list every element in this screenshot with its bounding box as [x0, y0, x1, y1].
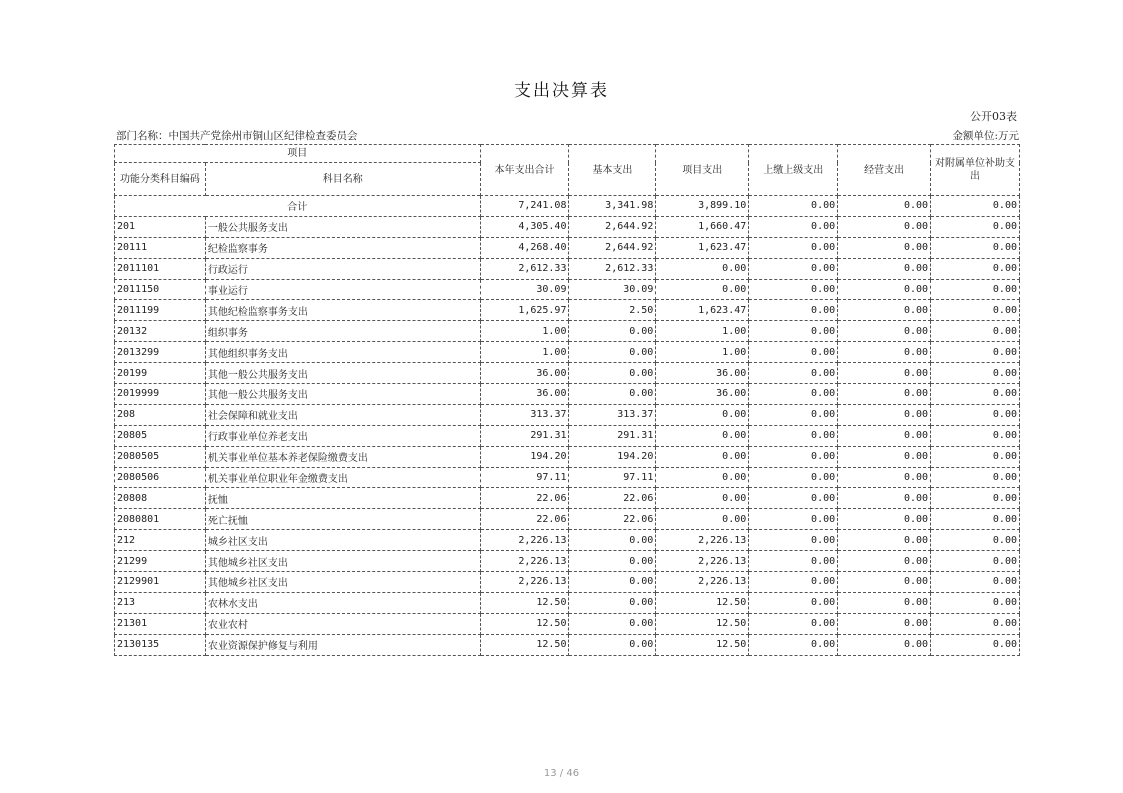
- table-row: [115, 300, 1020, 321]
- table-row: [115, 467, 1020, 488]
- row-basic: 22.06: [569, 509, 656, 530]
- row-basic: 0.00: [569, 613, 656, 634]
- table-row: [115, 216, 1020, 237]
- row-upper: 0.00: [749, 279, 838, 300]
- row-basic: 2,612.33: [569, 258, 656, 279]
- row-subject-name: 行政事业单位养老支出: [205, 425, 480, 446]
- table-row: [115, 551, 1020, 572]
- row-code: 2019999: [115, 384, 206, 405]
- row-operating: 0.00: [838, 488, 931, 509]
- row-upper: 0.00: [749, 425, 838, 446]
- row-upper: 0.00: [749, 634, 838, 655]
- header-row-1: [115, 145, 1020, 163]
- table-row: [115, 404, 1020, 425]
- total-basic: 3,341.98: [569, 196, 656, 217]
- table-row: [115, 634, 1020, 655]
- row-upper: 0.00: [749, 384, 838, 405]
- row-code: 2013299: [115, 342, 206, 363]
- header-upper: 上缴上级支出: [749, 145, 838, 196]
- row-operating: 0.00: [838, 279, 931, 300]
- row-subsidy: 0.00: [931, 634, 1020, 655]
- total-row: [115, 196, 1020, 217]
- row-operating: 0.00: [838, 237, 931, 258]
- row-basic: 194.20: [569, 446, 656, 467]
- row-operating: 0.00: [838, 321, 931, 342]
- row-subject-name: 机关事业单位基本养老保险缴费支出: [205, 446, 480, 467]
- table-row: [115, 613, 1020, 634]
- row-basic: 2.50: [569, 300, 656, 321]
- row-operating: 0.00: [838, 342, 931, 363]
- row-code: 213: [115, 592, 206, 613]
- row-project: 0.00: [656, 488, 749, 509]
- row-total: 1.00: [480, 321, 569, 342]
- table-row: [115, 384, 1020, 405]
- row-code: 20111: [115, 237, 206, 258]
- row-basic: 0.00: [569, 551, 656, 572]
- row-code: 2011101: [115, 258, 206, 279]
- row-code: 2080506: [115, 467, 206, 488]
- row-subsidy: 0.00: [931, 572, 1020, 593]
- header-basic: 基本支出: [569, 145, 656, 196]
- row-subsidy: 0.00: [931, 551, 1020, 572]
- row-operating: 0.00: [838, 446, 931, 467]
- row-subject-name: 农业资源保护修复与利用: [205, 634, 480, 655]
- row-subsidy: 0.00: [931, 488, 1020, 509]
- header-func-code: 功能分类科目编码: [115, 163, 206, 196]
- row-project: 2,226.13: [656, 551, 749, 572]
- row-subsidy: 0.00: [931, 258, 1020, 279]
- row-subsidy: 0.00: [931, 592, 1020, 613]
- row-subsidy: 0.00: [931, 342, 1020, 363]
- row-subsidy: 0.00: [931, 425, 1020, 446]
- row-subject-name: 社会保障和就业支出: [205, 404, 480, 425]
- row-operating: 0.00: [838, 509, 931, 530]
- row-subject-name: 纪检监察事务: [205, 237, 480, 258]
- row-total: 30.09: [480, 279, 569, 300]
- row-total: 22.06: [480, 509, 569, 530]
- row-upper: 0.00: [749, 300, 838, 321]
- row-project: 0.00: [656, 258, 749, 279]
- header-total: 本年支出合计: [480, 145, 569, 196]
- row-project: 2,226.13: [656, 572, 749, 593]
- row-basic: 291.31: [569, 425, 656, 446]
- row-subject-name: 死亡抚恤: [205, 509, 480, 530]
- row-total: 12.50: [480, 613, 569, 634]
- row-project: 1,660.47: [656, 216, 749, 237]
- row-operating: 0.00: [838, 258, 931, 279]
- row-project: 0.00: [656, 425, 749, 446]
- row-subject-name: 其他纪检监察事务支出: [205, 300, 480, 321]
- row-subsidy: 0.00: [931, 279, 1020, 300]
- row-code: 21301: [115, 613, 206, 634]
- row-total: 2,226.13: [480, 572, 569, 593]
- row-subsidy: 0.00: [931, 384, 1020, 405]
- row-project: 1,623.47: [656, 237, 749, 258]
- total-upper: 0.00: [749, 196, 838, 217]
- row-subject-name: 抚恤: [205, 488, 480, 509]
- total-project: 3,899.10: [656, 196, 749, 217]
- row-subsidy: 0.00: [931, 300, 1020, 321]
- row-code: 201: [115, 216, 206, 237]
- row-code: 2080505: [115, 446, 206, 467]
- header-subject-name: 科目名称: [205, 163, 480, 196]
- row-subject-name: 农林水支出: [205, 592, 480, 613]
- row-total: 4,305.40: [480, 216, 569, 237]
- row-basic: 0.00: [569, 634, 656, 655]
- row-project: 36.00: [656, 384, 749, 405]
- row-code: 20199: [115, 363, 206, 384]
- row-total: 12.50: [480, 592, 569, 613]
- total-total: 7,241.08: [480, 196, 569, 217]
- table-row: [115, 488, 1020, 509]
- row-basic: 2,644.92: [569, 237, 656, 258]
- row-subsidy: 0.00: [931, 613, 1020, 634]
- total-operating: 0.00: [838, 196, 931, 217]
- row-upper: 0.00: [749, 216, 838, 237]
- table-row: [115, 446, 1020, 467]
- row-total: 2,226.13: [480, 551, 569, 572]
- row-subject-name: 其他一般公共服务支出: [205, 363, 480, 384]
- row-upper: 0.00: [749, 446, 838, 467]
- page-number: 13 / 46: [543, 768, 580, 779]
- row-operating: 0.00: [838, 530, 931, 551]
- row-total: 1.00: [480, 342, 569, 363]
- row-subsidy: 0.00: [931, 237, 1020, 258]
- row-basic: 97.11: [569, 467, 656, 488]
- header-project: 项目支出: [656, 145, 749, 196]
- row-subject-name: 机关事业单位职业年金缴费支出: [205, 467, 480, 488]
- row-subsidy: 0.00: [931, 321, 1020, 342]
- amount-unit: 金额单位:万元: [952, 130, 1019, 142]
- row-operating: 0.00: [838, 425, 931, 446]
- document-title: 支出决算表: [514, 81, 609, 101]
- header-item: 项目: [115, 145, 481, 163]
- row-project: 12.50: [656, 634, 749, 655]
- row-code: 2129901: [115, 572, 206, 593]
- row-total: 313.37: [480, 404, 569, 425]
- row-project: 0.00: [656, 446, 749, 467]
- row-project: 0.00: [656, 467, 749, 488]
- row-subject-name: 事业运行: [205, 279, 480, 300]
- row-project: 0.00: [656, 404, 749, 425]
- row-upper: 0.00: [749, 363, 838, 384]
- row-total: 22.06: [480, 488, 569, 509]
- row-code: 21299: [115, 551, 206, 572]
- table-row: [115, 509, 1020, 530]
- row-code: 20132: [115, 321, 206, 342]
- row-upper: 0.00: [749, 404, 838, 425]
- header-subsidy: 对附属单位补助支出: [931, 145, 1020, 196]
- total-label: 合计: [115, 196, 481, 217]
- row-code: 20805: [115, 425, 206, 446]
- row-operating: 0.00: [838, 216, 931, 237]
- row-subsidy: 0.00: [931, 530, 1020, 551]
- row-operating: 0.00: [838, 613, 931, 634]
- row-code: 2011150: [115, 279, 206, 300]
- row-total: 291.31: [480, 425, 569, 446]
- row-basic: 0.00: [569, 384, 656, 405]
- row-operating: 0.00: [838, 384, 931, 405]
- row-basic: 0.00: [569, 530, 656, 551]
- row-subject-name: 一般公共服务支出: [205, 216, 480, 237]
- table-row: [115, 425, 1020, 446]
- table-row: [115, 321, 1020, 342]
- row-subject-name: 其他城乡社区支出: [205, 551, 480, 572]
- row-subject-name: 组织事务: [205, 321, 480, 342]
- table-row: [115, 237, 1020, 258]
- row-operating: 0.00: [838, 592, 931, 613]
- row-project: 2,226.13: [656, 530, 749, 551]
- row-code: 212: [115, 530, 206, 551]
- table-row: [115, 258, 1020, 279]
- table-row: [115, 363, 1020, 384]
- row-project: 1.00: [656, 342, 749, 363]
- row-subject-name: 城乡社区支出: [205, 530, 480, 551]
- row-basic: 22.06: [569, 488, 656, 509]
- row-code: 208: [115, 404, 206, 425]
- table-row: [115, 530, 1020, 551]
- table-row: [115, 572, 1020, 593]
- row-upper: 0.00: [749, 342, 838, 363]
- row-operating: 0.00: [838, 467, 931, 488]
- row-total: 36.00: [480, 384, 569, 405]
- row-upper: 0.00: [749, 572, 838, 593]
- row-project: 1,623.47: [656, 300, 749, 321]
- expenditure-table: [114, 144, 1020, 656]
- row-operating: 0.00: [838, 551, 931, 572]
- row-subject-name: 农业农村: [205, 613, 480, 634]
- row-subsidy: 0.00: [931, 467, 1020, 488]
- row-upper: 0.00: [749, 321, 838, 342]
- row-total: 36.00: [480, 363, 569, 384]
- row-basic: 0.00: [569, 363, 656, 384]
- row-upper: 0.00: [749, 613, 838, 634]
- row-operating: 0.00: [838, 300, 931, 321]
- row-operating: 0.00: [838, 572, 931, 593]
- row-operating: 0.00: [838, 634, 931, 655]
- row-basic: 313.37: [569, 404, 656, 425]
- row-subsidy: 0.00: [931, 509, 1020, 530]
- row-total: 4,268.40: [480, 237, 569, 258]
- row-project: 36.00: [656, 363, 749, 384]
- header-operating: 经营支出: [838, 145, 931, 196]
- row-basic: 0.00: [569, 572, 656, 593]
- row-subject-name: 行政运行: [205, 258, 480, 279]
- row-project: 0.00: [656, 509, 749, 530]
- row-code: 2011199: [115, 300, 206, 321]
- total-subsidy: 0.00: [931, 196, 1020, 217]
- row-basic: 2,644.92: [569, 216, 656, 237]
- row-upper: 0.00: [749, 258, 838, 279]
- row-subject-name: 其他一般公共服务支出: [205, 384, 480, 405]
- row-subject-name: 其他城乡社区支出: [205, 572, 480, 593]
- row-project: 12.50: [656, 592, 749, 613]
- row-code: 20808: [115, 488, 206, 509]
- row-code: 2080801: [115, 509, 206, 530]
- row-subsidy: 0.00: [931, 216, 1020, 237]
- row-operating: 0.00: [838, 363, 931, 384]
- row-basic: 0.00: [569, 592, 656, 613]
- row-subsidy: 0.00: [931, 363, 1020, 384]
- row-upper: 0.00: [749, 509, 838, 530]
- department-name: 部门名称：中国共产党徐州市铜山区纪律检查委员会: [116, 130, 358, 142]
- row-total: 97.11: [480, 467, 569, 488]
- row-total: 194.20: [480, 446, 569, 467]
- row-total: 2,226.13: [480, 530, 569, 551]
- row-upper: 0.00: [749, 592, 838, 613]
- row-subject-name: 其他组织事务支出: [205, 342, 480, 363]
- table-row: [115, 592, 1020, 613]
- form-number: 公开03表: [970, 110, 1017, 123]
- row-upper: 0.00: [749, 467, 838, 488]
- table-row: [115, 342, 1020, 363]
- row-upper: 0.00: [749, 551, 838, 572]
- row-operating: 0.00: [838, 404, 931, 425]
- row-subsidy: 0.00: [931, 446, 1020, 467]
- row-total: 1,625.97: [480, 300, 569, 321]
- row-code: 2130135: [115, 634, 206, 655]
- row-upper: 0.00: [749, 530, 838, 551]
- row-project: 0.00: [656, 279, 749, 300]
- row-basic: 0.00: [569, 342, 656, 363]
- row-subsidy: 0.00: [931, 404, 1020, 425]
- row-project: 12.50: [656, 613, 749, 634]
- row-total: 12.50: [480, 634, 569, 655]
- row-basic: 0.00: [569, 321, 656, 342]
- row-upper: 0.00: [749, 488, 838, 509]
- table-row: [115, 279, 1020, 300]
- row-project: 1.00: [656, 321, 749, 342]
- row-total: 2,612.33: [480, 258, 569, 279]
- row-upper: 0.00: [749, 237, 838, 258]
- row-basic: 30.09: [569, 279, 656, 300]
